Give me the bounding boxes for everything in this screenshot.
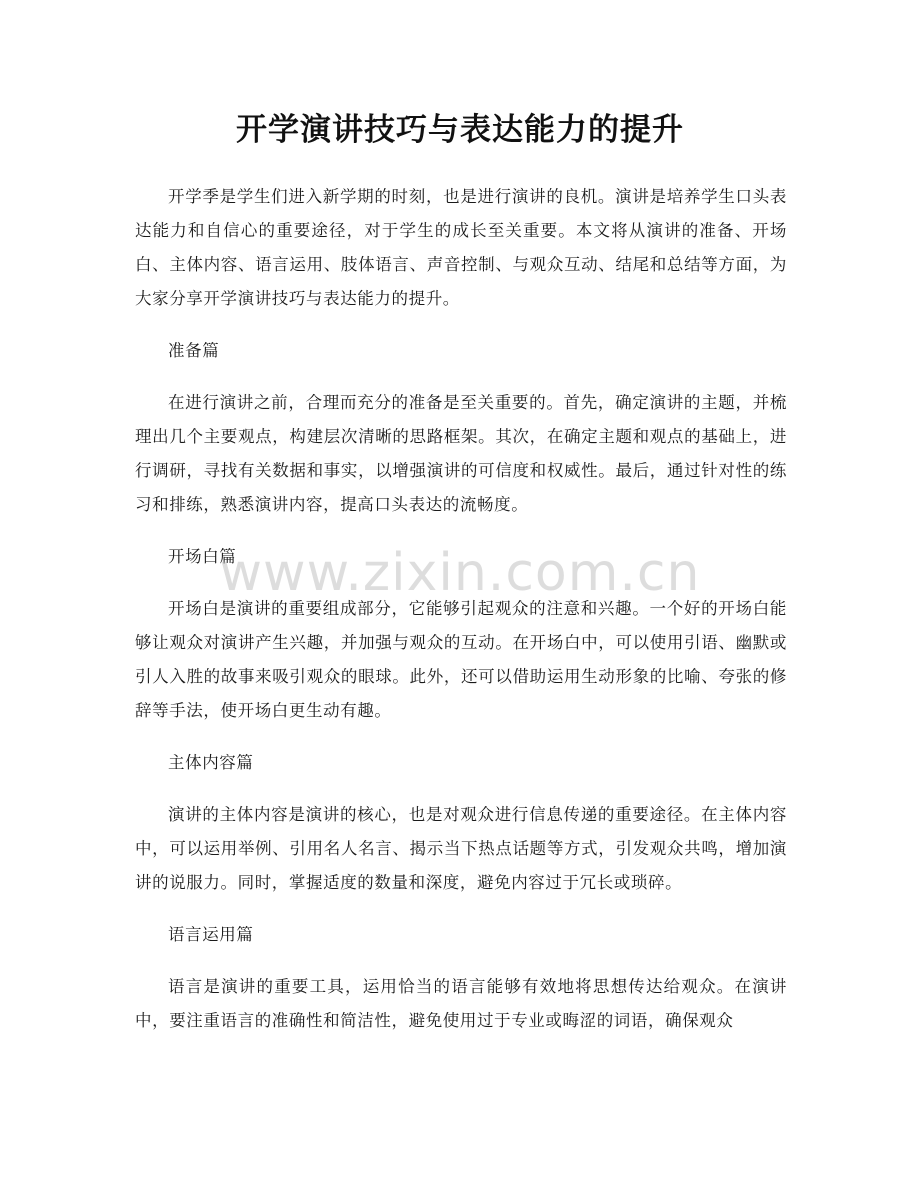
document-body [135,180,787,1056]
section-heading-language: 语言运用篇 [168,925,254,944]
section-body-main-content: 演讲的主体内容是演讲的核心，也是对观众进行信息传递的重要途径。在主体内容中，可以运用举例、引用名人名言、揭示当下热点话题等方式，引发观众共鸣，增加演讲的说服力。同时，掌握适度的数量和深度，避免内容过于冗长或琐碎。 [135,805,787,892]
section-body-opening: 开场白是演讲的重要组成部分，它能够引起观众的注意和兴趣。一个好的开场白能够让观众对演讲产生兴趣，并加强与观众的互动。在开场白中，可以使用引语、幽默或引人入胜的故事来吸引观众的眼球。此外，还可以借助运用生动形象的比喻、夸张的修辞等手法，使开场白更生动有趣。 [135,599,787,720]
section-heading-main-content: 主体内容篇 [168,753,254,772]
document-title: 开学演讲技巧与表达能力的提升 [236,112,684,148]
section-body-preparation: 在进行演讲之前，合理而充分的准备是至关重要的。首先，确定演讲的主题，并梳理出几个主要观点，构建层次清晰的思路框架。其次，在确定主题和观点的基础上，进行调研，寻找有关数据和事实，以增强演讲的可信度和权威性。最后，通过针对性的练习和排练，熟悉演讲内容，提高口头表达的流畅度。 [135,393,787,514]
intro-paragraph: 开学季是学生们进入新学期的时刻，也是进行演讲的良机。演讲是培养学生口头表达能力和自信心的重要途径，对于学生的成长至关重要。本文将从演讲的准备、开场白、主体内容、语言运用、肢体语言、声音控制、与观众互动、结尾和总结等方面，为大家分享开学演讲技巧与表达能力的提升。 [135,187,787,308]
watermark: www.zixin.com.cn [219,543,701,603]
section-body-language: 语言是演讲的重要工具，运用恰当的语言能够有效地将思想传达给观众。在演讲中，要注重语言的准确性和简洁性，避免使用过于专业或晦涩的词语，确保观众 [135,977,787,1030]
section-heading-preparation: 准备篇 [168,341,220,360]
section-heading-opening: 开场白篇 [168,547,237,566]
